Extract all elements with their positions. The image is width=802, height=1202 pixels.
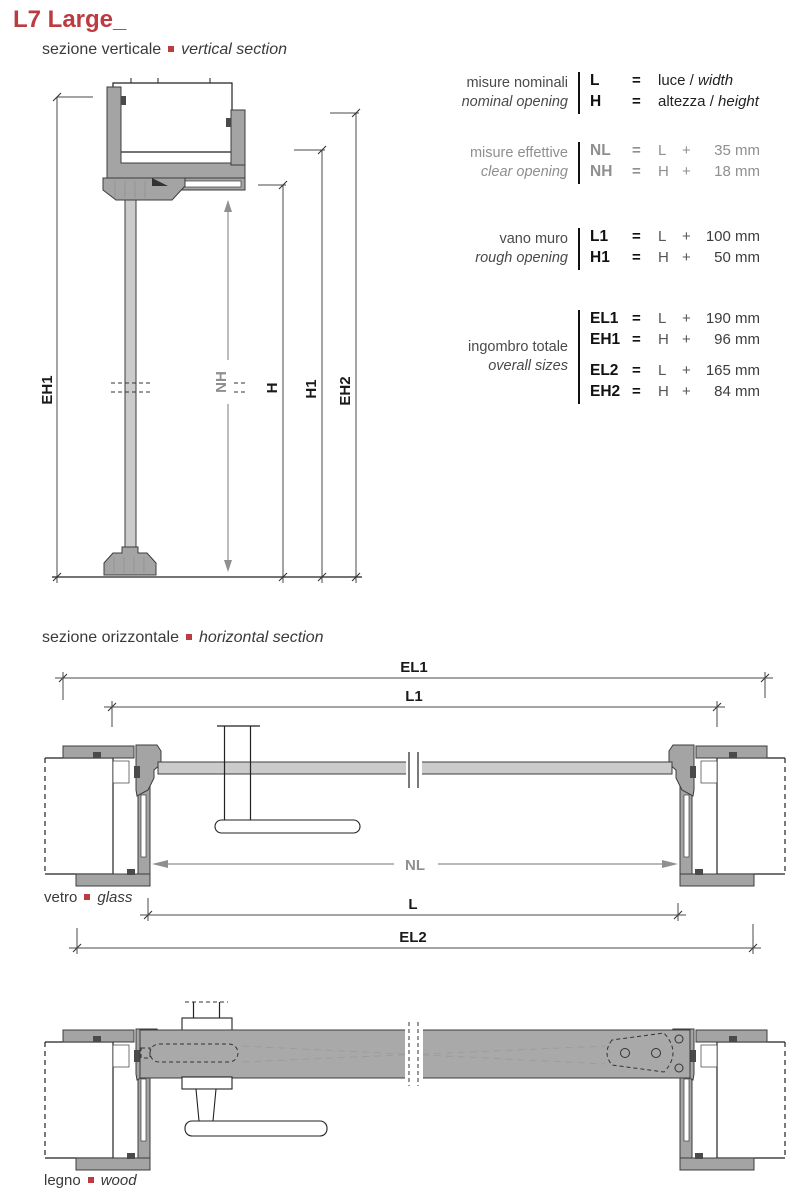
label-it: ingombro totale [468, 339, 568, 355]
equals: = [632, 72, 641, 89]
spec-rows [578, 310, 760, 404]
plus-sign: + [682, 228, 691, 245]
dim-code: EL2 [590, 362, 619, 379]
base-dim: H [658, 249, 669, 266]
page-title: L7 Large_ [13, 6, 127, 33]
glass-material-label [44, 889, 132, 906]
plus-sign: + [682, 310, 691, 327]
spec-row [590, 249, 760, 270]
dim-label-l1: L1 [405, 688, 423, 705]
horizontal-section-label [42, 629, 323, 647]
label-it: vano muro [499, 231, 568, 247]
spec-rows [578, 72, 759, 114]
spec-block-label [440, 142, 578, 184]
spec-block-label [440, 228, 578, 270]
equals: = [632, 383, 641, 400]
dim-code: L [590, 72, 600, 89]
spec-block-rough [440, 228, 760, 270]
seal-clip [226, 118, 231, 127]
label-it: misure effettive [469, 145, 568, 161]
horizontal-section-wood [45, 1002, 785, 1170]
base-dim: L [658, 362, 667, 379]
dim-code: H [590, 93, 602, 110]
red-square-icon [84, 894, 90, 900]
red-square-icon [168, 46, 174, 52]
spec-row [590, 331, 760, 352]
wood-label-it: legno [44, 1172, 81, 1189]
dim-label-h1: H1 [303, 379, 320, 399]
amount: 50 mm [714, 249, 760, 266]
glass-left-jamb [45, 745, 161, 886]
glass-label-en: glass [97, 889, 133, 906]
base-dim: H [658, 163, 669, 180]
horizontal-section-label-it: sezione orizzontale [42, 629, 179, 646]
dim-code: NL [590, 142, 611, 159]
spec-row [590, 362, 760, 383]
amount: 190 mm [705, 310, 760, 327]
plus-sign: + [682, 249, 691, 266]
equals: = [632, 331, 641, 348]
seal-clip [121, 96, 126, 105]
handle-neck [196, 1089, 216, 1121]
wood-label-en: wood [100, 1172, 137, 1189]
lintel-fill [113, 83, 232, 152]
label-en: overall sizes [488, 358, 568, 374]
wood-handle-front [182, 1077, 327, 1136]
dim-label-nh: NH [213, 371, 230, 393]
dim-label-l: L [408, 896, 418, 913]
dim-label-eh2: EH2 [337, 376, 354, 406]
equals: = [632, 163, 641, 180]
door-top-rail [103, 178, 185, 200]
spec-block-clear [440, 142, 760, 184]
dim-code: EH2 [590, 383, 621, 400]
plus-sign: + [682, 331, 691, 348]
floor-shoe [104, 547, 156, 575]
label-en: clear opening [480, 164, 568, 180]
glass-label-it: vetro [44, 889, 78, 906]
dim-code: EH1 [590, 331, 621, 348]
horizontal-section-label-en: horizontal section [198, 629, 324, 646]
spec-row [590, 163, 760, 184]
vertical-section-drawing [39, 78, 362, 583]
value-plain: luce / [658, 72, 694, 89]
spec-row [590, 383, 760, 404]
dim-label-nl: NL [405, 857, 425, 874]
wood-material-label [44, 1172, 137, 1189]
dim-label-eh1: EH1 [39, 375, 56, 405]
base-dim: H [658, 383, 669, 400]
amount: 84 mm [714, 383, 760, 400]
spec-row [590, 72, 759, 93]
base-dim: L [658, 142, 667, 159]
dim-code: L1 [590, 228, 609, 245]
plus-sign: + [682, 142, 691, 159]
amount: 35 mm [714, 142, 760, 159]
amount: 18 mm [714, 163, 760, 180]
equals: = [632, 228, 641, 245]
value-italic: height [718, 93, 759, 110]
dim-value [658, 93, 759, 110]
equals: = [632, 142, 641, 159]
amount: 96 mm [714, 331, 760, 348]
horizontal-section-glass [45, 659, 785, 954]
dim-code: H1 [590, 249, 610, 266]
red-square-icon [186, 634, 192, 640]
spec-block-label [440, 72, 578, 114]
base-dim: L [658, 310, 667, 327]
glass-right-jamb [669, 745, 785, 886]
plus-sign: + [682, 362, 691, 379]
spec-block-label [440, 310, 578, 404]
handle-lever [215, 820, 360, 833]
dim-code: EL1 [590, 310, 619, 327]
base-dim: H [658, 331, 669, 348]
dim-value [658, 72, 733, 89]
dim-code: NH [590, 163, 613, 180]
value-plain: altezza / [658, 93, 714, 110]
glass-pane [125, 196, 136, 552]
red-square-icon [88, 1177, 94, 1183]
spec-row [590, 142, 760, 163]
vertical-section-label-en: vertical section [181, 41, 287, 58]
base-dim: L [658, 228, 667, 245]
spec-row [590, 310, 760, 331]
vertical-section-label [42, 41, 287, 59]
amount: 165 mm [705, 362, 760, 379]
spec-block-nominal [440, 72, 759, 114]
value-italic: width [698, 72, 734, 89]
equals: = [632, 362, 641, 379]
dim-label-h: H [264, 382, 281, 394]
nl-dimension [152, 857, 678, 874]
spec-rows [578, 142, 760, 184]
wood-handle-back [182, 1002, 232, 1031]
equals: = [632, 93, 641, 110]
equals: = [632, 249, 641, 266]
plus-sign: + [682, 163, 691, 180]
plus-sign: + [682, 383, 691, 400]
spec-block-overall [440, 310, 760, 404]
glass-handle [215, 726, 360, 833]
dim-label-el1: EL1 [400, 659, 428, 676]
label-it: misure nominali [466, 75, 568, 91]
dim-label-el2: EL2 [399, 929, 427, 946]
spec-row [590, 228, 760, 249]
head-frame-right [231, 110, 245, 165]
label-en: rough opening [475, 250, 568, 266]
handle-lever [185, 1121, 327, 1136]
handle-rosette [182, 1018, 232, 1031]
equals: = [632, 310, 641, 327]
vertical-section-label-it: sezione verticale [42, 41, 162, 58]
spec-row [590, 93, 759, 114]
handle-rosette [182, 1077, 232, 1089]
amount: 100 mm [705, 228, 760, 245]
label-en: nominal opening [461, 94, 568, 110]
spec-rows [578, 228, 760, 270]
